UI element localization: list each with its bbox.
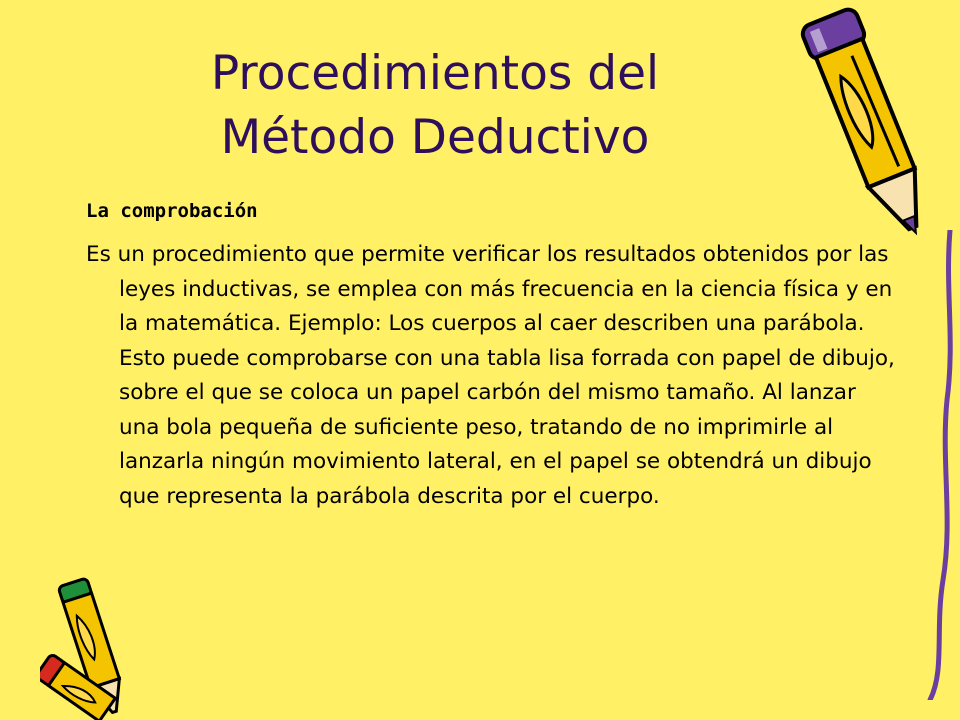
title-line-2: Método Deductivo: [220, 110, 650, 165]
body-paragraph: Es un procedimiento que permite verificar los resultados obtenidos por las leyes inductivas, se emplea con más frecuencia en la ciencia física y en la matemática. Ejemplo: Los cuerpos al caer describen una parábola. Esto puede comprobarse con una tabla lisa forrada con papel de dibujo, sobre el que se coloca un papel carbón del mismo tamaño. Al lanzar una bola pequeña de suficiente peso, tratando de no imprimirle al lanzarla ningún movimiento lateral, en el papel se obtendrá un dibujo que representa la parábola descrita por el cuerpo.: [86, 242, 895, 509]
pencil-icon: [790, 0, 960, 240]
title-line-1: Procedimientos del: [210, 46, 660, 101]
slide-title: [90, 42, 780, 170]
subheading: La comprobación: [86, 200, 258, 222]
edge-squiggle-icon: [905, 230, 960, 700]
pencils-icon: [40, 565, 160, 720]
